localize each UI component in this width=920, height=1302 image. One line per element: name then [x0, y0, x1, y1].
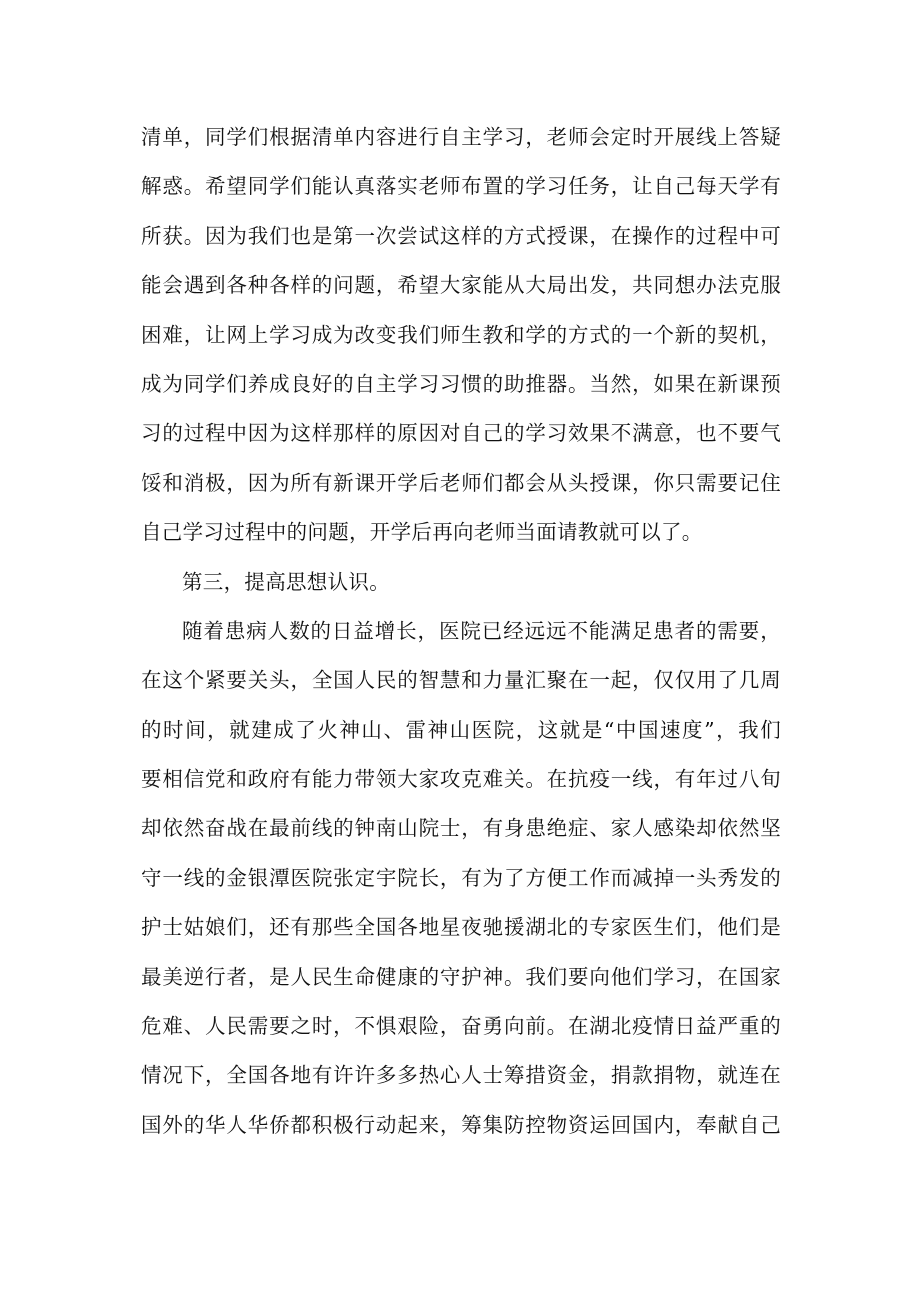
text-line: 国外的华人华侨都积极行动起来，筹集防控物资运回国内，奉献自己 — [141, 1112, 781, 1137]
text-line: 随着患病人数的日益增长，医院已经远远不能满足患者的需要， — [182, 618, 781, 643]
text-line: 能会遇到各种各样的问题，希望大家能从大局出发，共同想办法克服 — [141, 273, 781, 298]
text-line: 最美逆行者，是人民生命健康的守护神。我们要向他们学习，在国家 — [141, 964, 781, 989]
section-heading: 第三，提高思想认识。 — [182, 569, 390, 594]
text-line: 自己学习过程中的问题，开学后再向老师当面请教就可以了。 — [141, 520, 703, 545]
text-line: 习的过程中因为这样那样的原因对自己的学习效果不满意，也不要气 — [141, 421, 781, 446]
text-line: 却依然奋战在最前线的钟南山院士，有身患绝症、家人感染却依然坚 — [141, 816, 781, 841]
document-page — [141, 113, 781, 1150]
text-line: 成为同学们养成良好的自主学习习惯的助推器。当然，如果在新课预 — [141, 371, 781, 396]
section-heading-paragraph — [141, 558, 781, 607]
paragraph-1 — [141, 113, 781, 558]
text-line: 解惑。希望同学们能认真落实老师布置的学习任务，让自己每天学有 — [141, 174, 781, 199]
text-line: 困难，让网上学习成为改变我们师生教和学的方式的一个新的契机， — [141, 322, 781, 347]
text-line: 守一线的金银潭医院张定宇院长，有为了方便工作而减掉一头秀发的 — [141, 865, 781, 890]
paragraph-3 — [141, 607, 781, 1150]
text-line: 在这个紧要关头，全国人民的智慧和力量汇聚在一起，仅仅用了几周 — [141, 668, 781, 693]
text-line: 清单，同学们根据清单内容进行自主学习，老师会定时开展线上答疑 — [141, 125, 781, 149]
text-line: 馁和消极，因为所有新课开学后老师们都会从头授课，你只需要记住 — [141, 470, 781, 495]
text-line: 所获。因为我们也是第一次尝试这样的方式授课，在操作的过程中可 — [141, 223, 781, 248]
text-line: 危难、人民需要之时，不惧艰险，奋勇向前。在湖北疫情日益严重的 — [141, 1014, 781, 1039]
text-line: 的时间，就建成了火神山、雷神山医院，这就是“中国速度”，我们 — [141, 717, 781, 742]
text-line: 护士姑娘们，还有那些全国各地星夜驰援湖北的专家医生们，他们是 — [141, 915, 781, 940]
text-line: 要相信党和政府有能力带领大家攻克难关。在抗疫一线，有年过八旬 — [141, 767, 781, 792]
text-line: 情况下，全国各地有许许多多热心人士筹措资金，捐款捐物，就连在 — [141, 1063, 781, 1088]
